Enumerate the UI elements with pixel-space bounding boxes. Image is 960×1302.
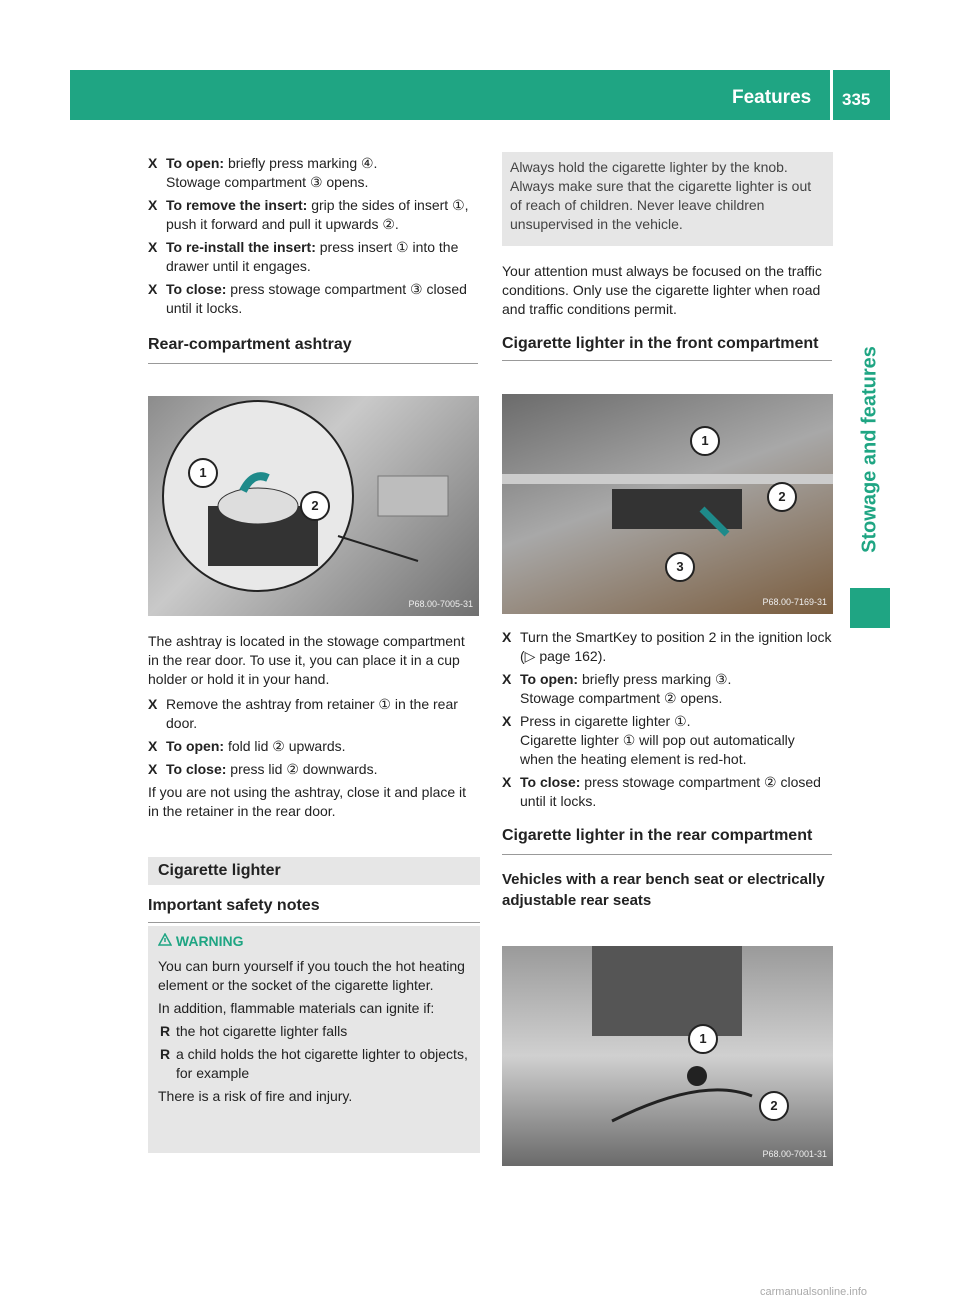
- rear-lighter-illustration: [502, 946, 833, 1166]
- steps-open-insert: [148, 154, 478, 318]
- heading-front-lighter: Cigarette lighter in the front compartment: [502, 333, 832, 361]
- ashtray-photo: [148, 396, 479, 616]
- callout-2: 2: [767, 482, 797, 512]
- step-arrow-icon: X: [148, 761, 158, 777]
- photo-reference: P68.00-7001-31: [762, 1149, 827, 1159]
- step-arrow-icon: X: [502, 671, 512, 687]
- instruction-step: [148, 196, 478, 234]
- step-text: press stowage compartment ③ closed until it locks.: [166, 281, 467, 316]
- warning-bullet-text: the hot cigarette lighter falls: [176, 1023, 348, 1039]
- instruction-step: [148, 760, 478, 779]
- heading-rear-ashtray: Rear-compartment ashtray: [148, 334, 478, 364]
- step-label: To remove the insert:: [166, 197, 308, 213]
- callout-1: 1: [188, 458, 218, 488]
- side-tab-label: Stowage and features: [858, 346, 881, 553]
- step-text: Turn the SmartKey to position 2 in the ignition lock (▷ page 162).: [520, 629, 832, 664]
- heading-vehicles: Vehicles with a rear bench seat or electrically adjustable rear seats: [502, 871, 825, 909]
- instruction-step: [148, 695, 478, 733]
- ashtray-paragraph: The ashtray is located in the stowage compartment in the rear door. To use it, you can place it in a cup holder or hold it in your hand.: [148, 633, 465, 687]
- left-column: [148, 154, 478, 364]
- step-arrow-icon: X: [148, 738, 158, 754]
- steps-front-lighter: [502, 628, 832, 811]
- step-label: To re-install the insert:: [166, 239, 316, 255]
- heading-rear-lighter: Cigarette lighter in the rear compartment: [502, 825, 832, 855]
- photo-reference: P68.00-7005-31: [408, 599, 473, 609]
- step-text: press insert ① into the drawer until it engages.: [166, 239, 459, 274]
- step-label: To open:: [166, 155, 225, 171]
- photo-reference: P68.00-7169-31: [762, 597, 827, 607]
- step-arrow-icon: X: [148, 696, 158, 712]
- warning-paragraph-1: You can burn yourself if you touch the hot heating element or the socket of the cigarette lighter.: [158, 958, 465, 993]
- instruction-step: [148, 238, 478, 276]
- warning-paragraph-3: There is a risk of fire and injury.: [158, 1088, 353, 1104]
- step-label: To open:: [520, 671, 579, 687]
- section-title: Features: [732, 87, 812, 108]
- instruction-step: [148, 737, 478, 756]
- front-lighter-photo: [502, 394, 833, 614]
- instruction-step: [148, 280, 478, 318]
- callout-1: 1: [690, 426, 720, 456]
- warning-paragraph-2: In addition, flammable materials can ignite if:: [158, 1000, 435, 1016]
- bullet-icon: R: [160, 1023, 171, 1039]
- warning-bullet-text: a child holds the hot cigarette lighter to objects, for example: [176, 1046, 468, 1081]
- callout-3: 3: [665, 552, 695, 582]
- note-box: [502, 152, 833, 246]
- section-banner-label: Cigarette lighter: [158, 862, 281, 879]
- step-text: briefly press marking ④. Stowage compartment ③ opens.: [166, 155, 378, 190]
- step-text: briefly press marking ③. Stowage compartment ② opens.: [520, 671, 732, 706]
- page-number: 335: [842, 90, 871, 109]
- instruction-step: [502, 670, 832, 708]
- step-label: To open:: [166, 738, 225, 754]
- step-arrow-icon: X: [502, 629, 512, 645]
- warning-triangle-icon: [158, 932, 172, 951]
- step-text: Remove the ashtray from retainer ① in the rear door.: [166, 696, 458, 731]
- section-banner: [148, 857, 480, 885]
- rear-lighter-photo: [502, 946, 833, 1166]
- instruction-step: [502, 773, 832, 811]
- step-text: press stowage compartment ② closed until it locks.: [520, 774, 821, 809]
- step-arrow-icon: X: [502, 774, 512, 790]
- header-separator: [830, 70, 833, 120]
- heading-safety-notes: Important safety notes: [148, 895, 480, 923]
- note-text: Always hold the cigarette lighter by the knob. Always make sure that the cigarette lighter is out of reach of children. Never leave children unsupervised in the vehicle.: [510, 159, 812, 232]
- step-label: To close:: [520, 774, 581, 790]
- callout-1: 1: [688, 1024, 718, 1054]
- step-label: To close:: [166, 281, 227, 297]
- warning-bullet: [158, 1045, 470, 1083]
- step-arrow-icon: X: [502, 713, 512, 729]
- steps-ashtray: [148, 695, 478, 779]
- right-column: [502, 262, 832, 361]
- side-tab-marker: [850, 588, 890, 628]
- instruction-step: [502, 712, 832, 769]
- step-arrow-icon: X: [148, 239, 158, 255]
- step-text: Press in cigarette lighter ①. Cigarette lighter ① will pop out automatically when the heating element is red-hot.: [520, 713, 795, 767]
- side-tab: [850, 320, 890, 600]
- step-label: To close:: [166, 761, 227, 777]
- step-arrow-icon: X: [148, 281, 158, 297]
- left-column-lower: [148, 632, 478, 821]
- warning-title: WARNING: [175, 933, 244, 949]
- instruction-step: [502, 628, 832, 666]
- attention-paragraph: Your attention must always be focused on the traffic conditions. Only use the cigarette lighter when road and traffic conditions permit.: [502, 263, 822, 317]
- warning-bullet: [158, 1022, 470, 1041]
- warning-header: [158, 932, 470, 951]
- right-column-lower: [502, 628, 832, 911]
- footer-watermark: carmanualsonline.info: [760, 1286, 868, 1298]
- step-arrow-icon: X: [148, 197, 158, 213]
- step-arrow-icon: X: [148, 155, 158, 171]
- step-text: press lid ② downwards.: [226, 761, 378, 777]
- ashtray-paragraph-2: If you are not using the ashtray, close it and place it in the retainer in the rear door.: [148, 784, 467, 819]
- callout-2: 2: [759, 1091, 789, 1121]
- bullet-icon: R: [160, 1046, 171, 1062]
- callout-2: 2: [300, 491, 330, 521]
- step-text: grip the sides of insert ①, push it forward and pull it upwards ②.: [166, 197, 469, 232]
- instruction-step: [148, 154, 478, 192]
- warning-box: [148, 926, 480, 1153]
- step-text: fold lid ② upwards.: [224, 738, 346, 754]
